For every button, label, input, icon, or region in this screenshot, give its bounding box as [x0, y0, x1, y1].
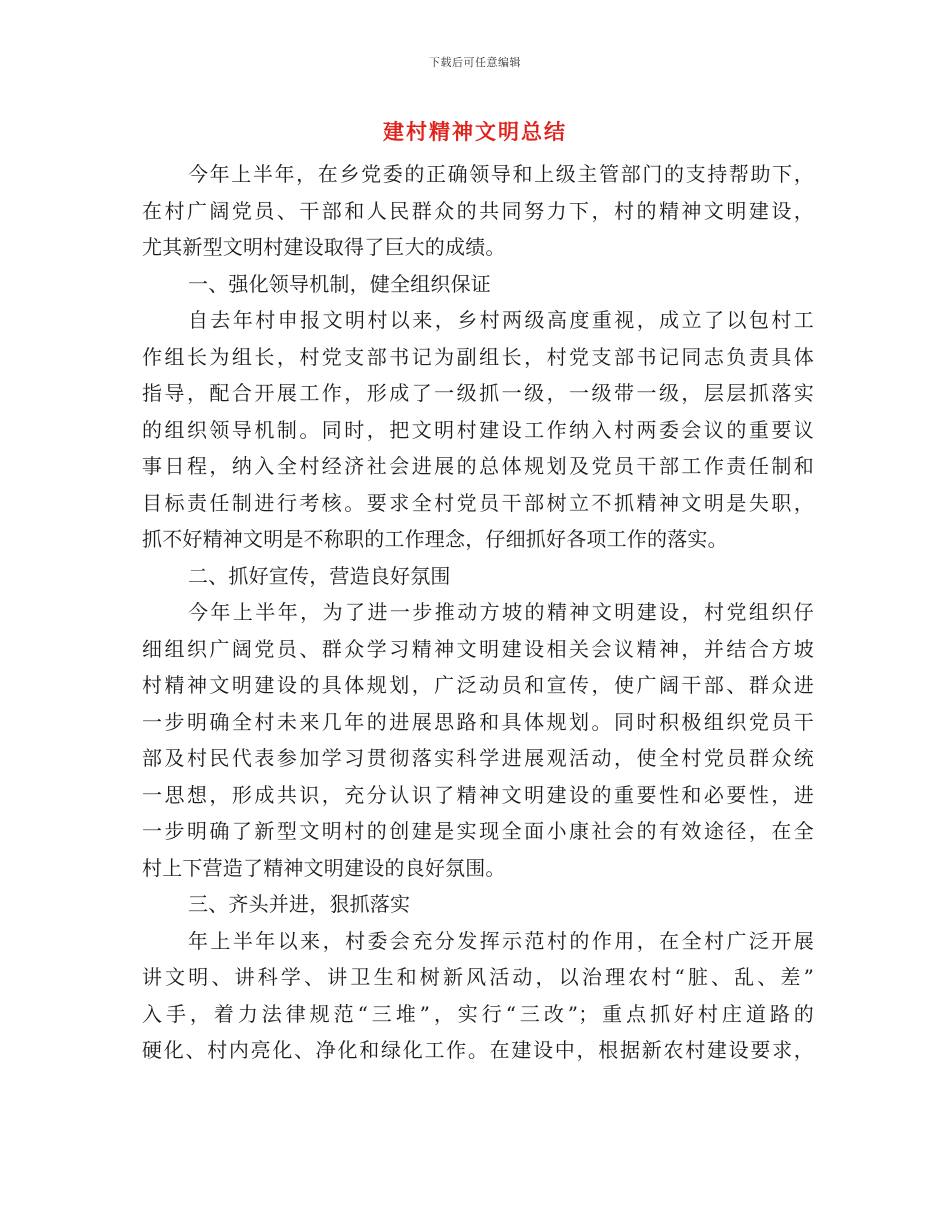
document-body — [142, 156, 814, 1069]
paragraph-line: 一步明确了新型文明村的创建是实现全面小康社会的有效途径，在全 — [142, 819, 814, 843]
paragraph-line: 一思想，形成共识，充分认识了精神文明建设的重要性和必要性，进 — [142, 782, 814, 807]
document-title: 建村精神文明总结 — [383, 119, 567, 144]
paragraph-line: 今年上半年，在乡党委的正确领导和上级主管部门的支持帮助下， — [188, 162, 814, 186]
paragraph-line: 部及村民代表参加学习贯彻落实科学进展观活动，使全村党员群众统 — [142, 746, 814, 770]
paragraph-line: 村精神文明建设的具体规划，广泛动员和宣传，使广阔干部、群众进 — [142, 673, 814, 697]
section-heading: 二、抓好宣传，营造良好氛围 — [188, 563, 451, 588]
paragraph-line: 的组织领导机制。同时，把文明村建设工作纳入村两委会议的重要议 — [142, 417, 814, 442]
paragraph-line: 抓不好精神文明是不称职的工作理念，仔细抓好各项工作的落实。 — [142, 527, 728, 551]
paragraph-line: 讲文明、讲科学、讲卫生和树新风活动，以治理农村“脏、乱、差” — [142, 965, 814, 989]
paragraph-line: 入手，着力法律规范“三堆”，实行“三改”；重点抓好村庄道路的 — [142, 1001, 814, 1026]
paragraph-line: 尤其新型文明村建设取得了巨大的成绩。 — [142, 235, 506, 259]
paragraph-line: 作组长为组长，村党支部书记为副组长，村党支部书记同志负责具体 — [142, 344, 814, 369]
paragraph-line: 村上下营造了精神文明建设的良好氛围。 — [142, 855, 506, 880]
paragraph-line: 事日程，纳入全村经济社会进展的总体规划及党员干部工作责任制和 — [142, 454, 814, 478]
paragraph-line: 硬化、村内亮化、净化和绿化工作。在建设中，根据新农村建设要求， — [142, 1038, 814, 1062]
paragraph-line: 细组织广阔党员、群众学习精神文明建设相关会议精神，并结合方坡 — [142, 636, 814, 661]
paragraph-line: 一步明确全村未来几年的进展思路和具体规划。同时积极组织党员干 — [142, 709, 814, 734]
section-heading: 一、强化领导机制，健全组织保证 — [188, 271, 491, 296]
paragraph-line: 自去年村申报文明村以来，乡村两级高度重视，成立了以包村工 — [188, 308, 814, 332]
section-heading: 三、齐头并进，狠抓落实 — [188, 892, 411, 916]
paragraph-line: 在村广阔党员、干部和人民群众的共同努力下，村的精神文明建设， — [142, 198, 814, 223]
paragraph-line: 指导，配合开展工作，形成了一级抓一级，一级带一级，层层抓落实 — [142, 381, 814, 405]
paragraph-line: 今年上半年，为了进一步推动方坡的精神文明建设，村党组织仔 — [188, 600, 814, 624]
paragraph-line: 目标责任制进行考核。要求全村党员干部树立不抓精神文明是失职， — [142, 490, 814, 515]
header-note: 下载后可任意编辑 — [429, 56, 521, 69]
paragraph-line: 年上半年以来，村委会充分发挥示范村的作用，在全村广泛开展 — [188, 928, 814, 953]
